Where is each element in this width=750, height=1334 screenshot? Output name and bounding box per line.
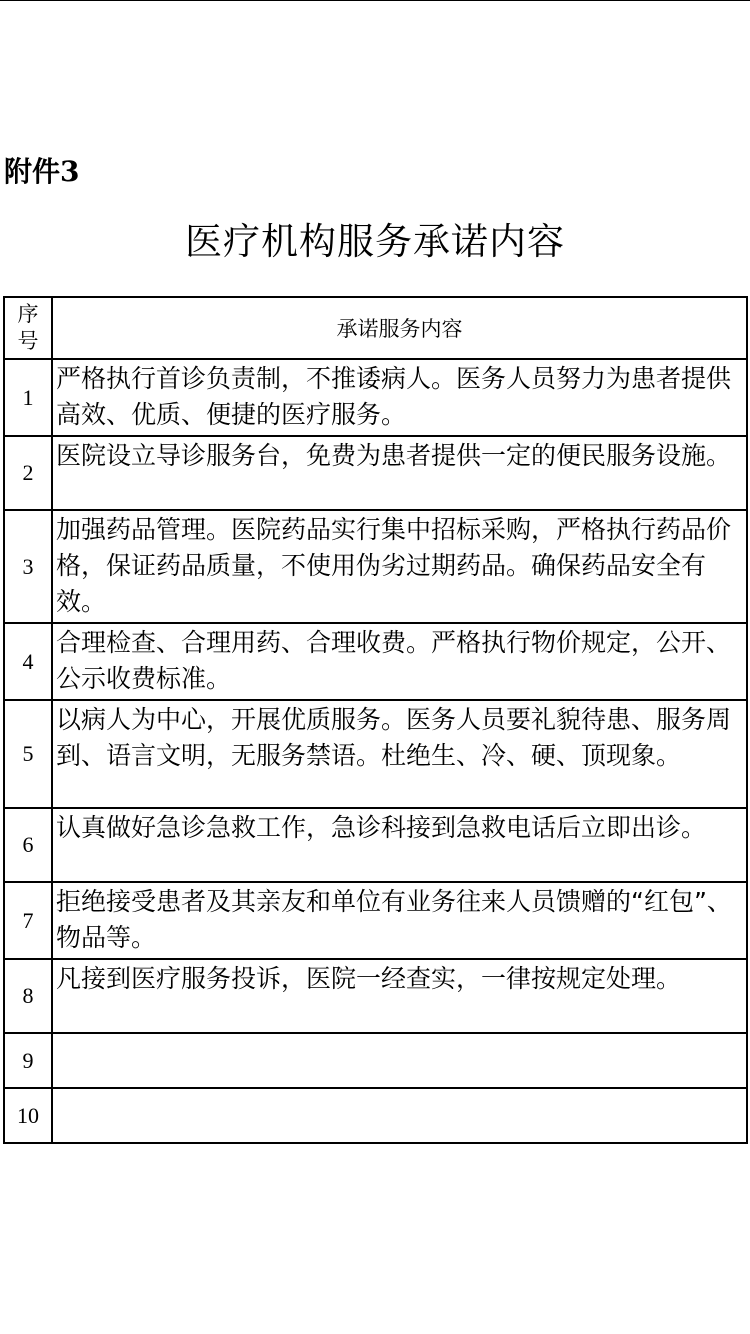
table-row	[4, 700, 747, 808]
row-number: 5	[4, 700, 52, 808]
table-row	[4, 808, 747, 882]
table-row	[4, 882, 747, 959]
row-number: 4	[4, 623, 52, 700]
row-content: 合理检查、合理用药、合理收费。严格执行物价规定，公开、公示收费标准。	[52, 623, 747, 700]
header-serial-line2: 号	[17, 329, 39, 353]
commitment-table	[3, 296, 748, 1144]
row-number: 2	[4, 436, 52, 510]
table-row	[4, 359, 747, 436]
top-divider	[0, 0, 750, 1]
row-number: 8	[4, 959, 52, 1033]
attachment-label: 附件3	[4, 155, 80, 188]
row-number: 1	[4, 359, 52, 436]
row-number: 3	[4, 510, 52, 623]
page-title: 医疗机构服务承诺内容	[185, 220, 565, 263]
table-row	[4, 510, 747, 623]
row-content: 加强药品管理。医院药品实行集中招标采购，严格执行药品价格，保证药品质量，不使用伪劣过期药品。确保药品安全有效。	[52, 510, 747, 623]
row-content: 医院设立导诊服务台，免费为患者提供一定的便民服务设施。	[52, 436, 747, 510]
header-content: 承诺服务内容	[52, 297, 747, 359]
row-content	[52, 1088, 747, 1143]
row-content: 凡接到医疗服务投诉，医院一经查实，一律按规定处理。	[52, 959, 747, 1033]
row-content: 认真做好急诊急救工作，急诊科接到急救电话后立即出诊。	[52, 808, 747, 882]
table-header-row	[4, 297, 747, 359]
table-row	[4, 1088, 747, 1143]
row-content	[52, 1033, 747, 1088]
table-row	[4, 959, 747, 1033]
table-row	[4, 1033, 747, 1088]
table-row	[4, 623, 747, 700]
row-number: 9	[4, 1033, 52, 1088]
row-content: 严格执行首诊负责制，不推诿病人。医务人员努力为患者提供高效、优质、便捷的医疗服务。	[52, 359, 747, 436]
row-number: 10	[4, 1088, 52, 1143]
header-serial-line1: 序	[17, 302, 39, 326]
row-content: 以病人为中心，开展优质服务。医务人员要礼貌待患、服务周到、语言文明，无服务禁语。杜绝生、冷、硬、顶现象。	[52, 700, 747, 808]
header-serial-number	[4, 297, 52, 359]
row-number: 6	[4, 808, 52, 882]
row-number: 7	[4, 882, 52, 959]
table-row	[4, 436, 747, 510]
row-content: 拒绝接受患者及其亲友和单位有业务往来人员馈赠的“红包”、物品等。	[52, 882, 747, 959]
